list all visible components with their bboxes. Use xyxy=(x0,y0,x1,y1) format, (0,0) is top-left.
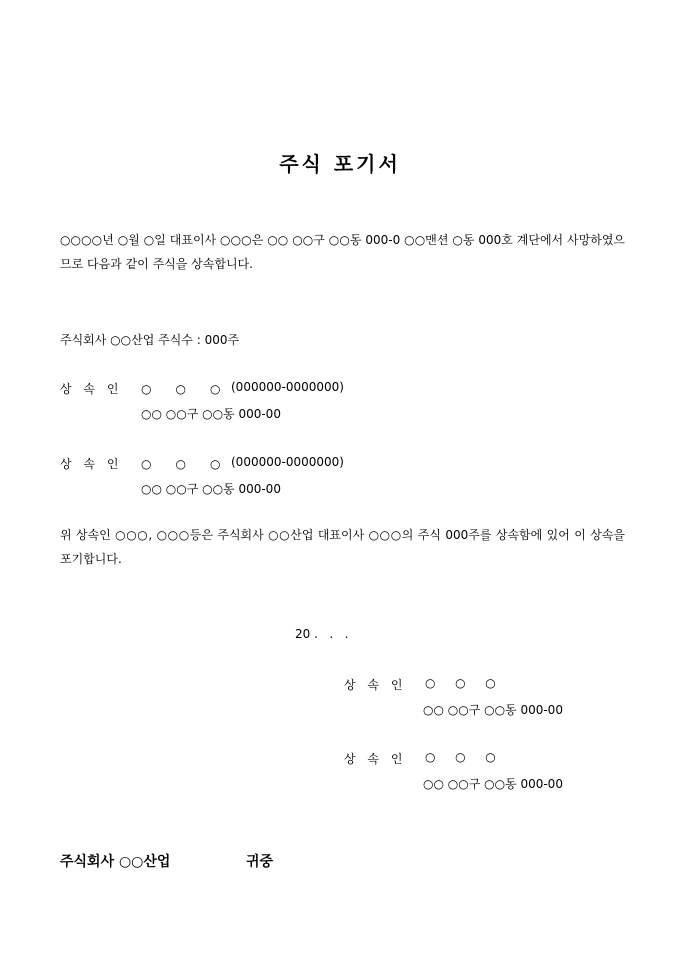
signatory-2-name: ○ ○ ○ xyxy=(425,750,500,764)
heir-2-address: ○○ ○○구 ○○동 000-00 xyxy=(141,482,281,496)
date-line: 20 . . . xyxy=(295,627,349,641)
recipient-suffix: 귀중 xyxy=(246,854,274,870)
signatory-1-address: ○○ ○○구 ○○동 000-00 xyxy=(423,703,563,717)
renounce-paragraph: 위 상속인 ○○○, ○○○등은 주식회사 ○○산업 대표이사 ○○○의 주식 000주를 상속함에 있어 이 상속을 포기합니다. xyxy=(60,528,625,566)
heir-1-name: ○ ○ ○ xyxy=(141,382,227,396)
heir-1-id: (000000-0000000) xyxy=(231,380,344,394)
heir-2-label: 상 속 인 xyxy=(60,457,123,471)
heir-1-address: ○○ ○○구 ○○동 000-00 xyxy=(141,407,281,421)
heir-2-id: (000000-0000000) xyxy=(231,455,344,469)
document-title: 주식 포기서 xyxy=(279,152,401,176)
intro-paragraph: ○○○○년 ○월 ○일 대표이사 ○○○은 ○○ ○○구 ○○동 000-0 ○○맨션 ○동 000호 계단에서 사망하였으므로 다음과 같이 주식을 상속합니다. xyxy=(60,233,625,271)
company-shares-line: 주식회사 ○○산업 주식수 : 000주 xyxy=(60,333,240,347)
signatory-2-label: 상 속 인 xyxy=(344,752,407,766)
heir-2-name: ○ ○ ○ xyxy=(141,457,227,471)
recipient-company: 주식회사 ○○산업 xyxy=(60,854,171,870)
heir-1-label: 상 속 인 xyxy=(60,382,123,396)
signatory-2-address: ○○ ○○구 ○○동 000-00 xyxy=(423,777,563,791)
signatory-1-label: 상 속 인 xyxy=(344,678,407,692)
signatory-1-name: ○ ○ ○ xyxy=(425,676,500,690)
